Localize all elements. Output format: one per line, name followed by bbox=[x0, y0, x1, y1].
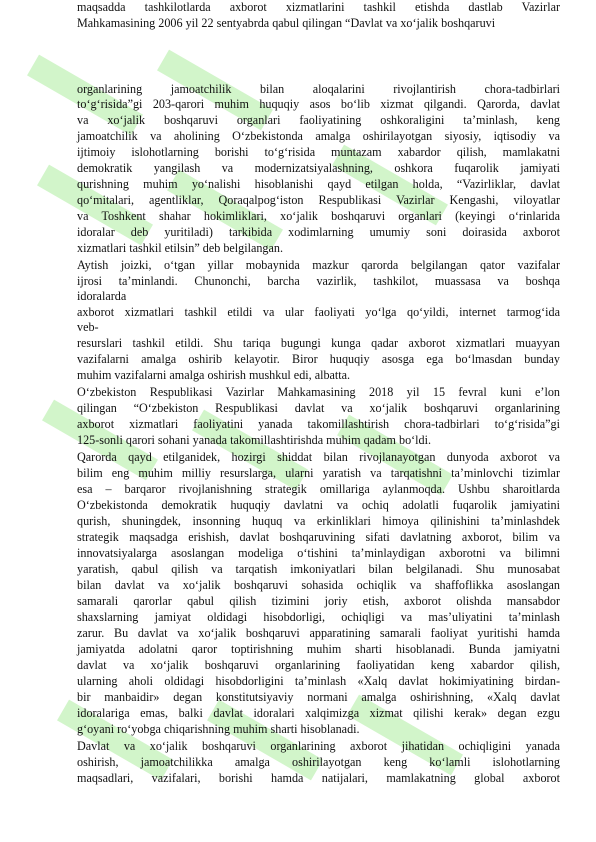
text-line: yaratish, qabul qilish va tarqatish imkoniyatlari bilan belgilanadi. Shu munosabat bbox=[77, 562, 560, 576]
text-line: zarur. Bu davlat va xo‘jalik boshqaruvi apparatining samarali faoliyat yuritishi hamda bbox=[77, 626, 560, 640]
text-line: bir manbaidir» degan konstitutsiyaviy normani amalga oshirishning, «Xalq davlat bbox=[77, 690, 560, 704]
text-line: samarali qarorlar qabul qilish tizimini joriy etish, axborot olishda mansabdor bbox=[77, 594, 560, 608]
text-line: vazifalarni amalga oshirib kelayotir. Biror huquqiy asosga ega bo‘lmasdan bunday bbox=[77, 352, 560, 366]
text-line: Qarorda qayd etilganidek, hozirgi shiddat bilan rivojlanayotgan dunyoda axborot va bbox=[77, 450, 560, 464]
text-line: ularning aholi oldidagi hisobdorligini ta’minlash «Xalq davlat hokimiyatining birdan- bbox=[77, 674, 560, 688]
text-line: qurish, shuningdek, insonning huquq va erkinliklari himoya qilinishini ta’minlashdek bbox=[77, 514, 560, 528]
text-line: idoralar deb yuritiladi) tarkibida xodimlarning umumiy soni doirasida axborot bbox=[77, 225, 560, 239]
text-line: jamiyatda adolatni qaror toptirishning muhim sharti hisoblanadi. Bunda jamiyatni bbox=[77, 642, 560, 656]
text-line: O‘zbekiston Respublikasi Vazirlar Mahkamasining 2018 yil 15 fevral kuni e’lon bbox=[77, 385, 560, 399]
text-line: va xo‘jalik boshqaruvi organlari faoliyatining oshkoraligini ta’minlash, keng bbox=[77, 113, 560, 127]
text-line: ijtimoiy islohotlarning borishi to‘g‘risida muntazam xabardor qilish, mamlakatni bbox=[77, 145, 560, 159]
text-line: axborot xizmatlari tashkil etildi va ular faoliyati yo‘lga qo‘yildi, internet tarmog‘ida bbox=[77, 305, 560, 319]
text-line: idoralarda bbox=[77, 289, 127, 303]
text-line: resurslari tashkil etildi. Shu tariqa bugungi kunga qadar axborot xizmatlari muayyan bbox=[77, 336, 560, 350]
text-line: to‘g‘risida”gi 203-qarori muhim huquqiy asos bo‘lib xizmat qilgandi. Qarorda, davlat bbox=[77, 97, 560, 111]
text-line: ijrosi ta’minlandi. Chunonchi, barcha vazirlik, tashkilot, muassasa va boshqa bbox=[77, 274, 560, 288]
text-line: davlat va xo‘jalik boshqaruvi organlarining faoliyatidan keng xabardor qilish, bbox=[77, 658, 560, 672]
text-line: esa – barqaror rivojlanishning strategik omillariga aylanmoqda. Ushbu sharoitlarda bbox=[77, 482, 560, 496]
text-line: demokratik yangilash va modernizatsiyalashning, oshkora fuqarolik jamiyati bbox=[77, 161, 560, 175]
text-line: Aytish joizki, o‘tgan yillar mobaynida mazkur qarorda belgilangan qator vazifalar bbox=[77, 258, 560, 272]
text-line: qilingan “O‘zbekiston Respublikasi davlat va xo‘jalik boshqaruvi organlarining bbox=[77, 401, 560, 415]
text-line: strategik maqsadga erishish, davlat boshqaruvining sifati davlatning axborot, bilim va bbox=[77, 530, 560, 544]
text-line: Mahkamasining 2006 yil 22 sentyabrda qabul qilingan “Davlat va xo‘jalik boshqaruvi bbox=[77, 16, 496, 30]
text-line: bilim eng muhim milliy resurslarga, ularni yaratish va tarqatishni ta’minlovchi tizimlar bbox=[77, 466, 560, 480]
text-line: maqsadlari, vazifalari, borishi hamda natijalari, mamlakatning global axborot bbox=[77, 771, 560, 785]
text-line: oshirish, jamoatchilikka amalga oshirilayotgan keng ko‘lamli islohotlarning bbox=[77, 755, 560, 769]
text-line: g‘oyani ro‘yobga chiqarishning muhim sharti hisoblanadi. bbox=[77, 722, 360, 736]
text-line: muhim vazifalarni amalga oshirish mushkul edi, albatta. bbox=[77, 368, 351, 382]
text-line: O‘zbekistonda demokratik huquqiy davlatni va ochiq adolatli fuqarolik jamiyatini bbox=[77, 498, 560, 512]
text-line: va Toshkent shahar hokimliklari, xo‘jalik boshqaruvi organlari (keyingi o‘rinlarida bbox=[77, 209, 560, 223]
text-line: axborot xizmatlari faoliyatini yanada takomillashtirish chora-tadbirlari to‘g‘risida”gi bbox=[77, 417, 560, 431]
text-line: qurishning muhim yo‘nalishi hisoblanishi qayd etilgan holda, “Vazirliklar, davlat bbox=[77, 177, 560, 191]
text-line: innovatsiyalarga asoslangan modeliga o‘tishini ta’minlaydigan axborotni va bilimni bbox=[77, 546, 560, 560]
text-line: idoralariga emas, balki davlat idoralari xalqimizga xizmat qilishi kerak» degan ezgu bbox=[77, 706, 560, 720]
text-line: maqsadda tashkilotlarda axborot xizmatlarini tashkil etishda dastlab Vazirlar bbox=[77, 0, 560, 14]
text-line: shaxslarning jamiyat oldidagi hisobdorligi, ochiqligi va mas’uliyatini ta’minlash bbox=[77, 610, 560, 624]
text-line: qo‘mitalari, agentliklar, Qoraqalpog‘iston Respublikasi Vazirlar Kengashi, viloyatlar bbox=[77, 193, 560, 207]
text-line: xizmatlari tashkil etilsin” deb belgilangan. bbox=[77, 241, 283, 255]
text-line: organlarining jamoatchilik bilan aloqalarini rivojlantirish chora-tadbirlari bbox=[77, 82, 560, 96]
text-line: veb- bbox=[77, 320, 99, 334]
text-line: bilan davlat va xo‘jalik boshqaruvi sohasida ochiqlik va shaffoflikka asoslangan bbox=[77, 578, 560, 592]
text-line: jamoatchilik va aholining O‘zbekistonda amalga oshirilayotgan siyosiy, iqtisodiy va bbox=[77, 129, 560, 143]
text-line: Davlat va xo‘jalik boshqaruvi organlarining axborot jihatidan ochiqligini yanada bbox=[77, 739, 560, 753]
text-line: 125-sonli qarori sohani yanada takomillashtirishda muhim qadam bo‘ldi. bbox=[77, 433, 432, 447]
